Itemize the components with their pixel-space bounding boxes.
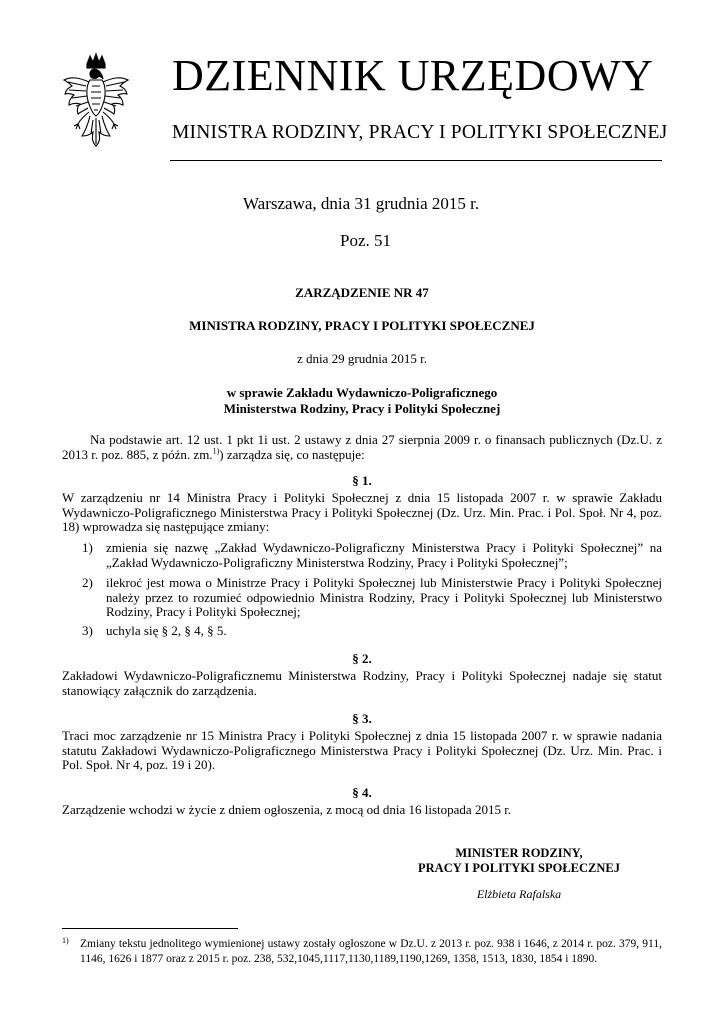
- section-4-text: Zarządzenie wchodzi w życie z dniem ogłoszenia, z mocą od dnia 16 listopada 2015 r.: [62, 802, 512, 817]
- preamble-text-end: ) zarządza się, co następuje:: [219, 446, 365, 462]
- act-issuer: MINISTRA RODZINY, PRACY I POLITYKI SPOŁECZNEJ: [189, 318, 535, 333]
- preamble: [62, 433, 662, 462]
- footnote-text: Zmiany tekstu jednolitego wymienionej ustawy zostały ogłoszone w Dz.U. z 2013 r. poz. 938 i 1646, z 2014 r. poz. 379, 911, 1146, 1626 i 1877 oraz z 2015 r. poz. 238, 532,1045,1117,1130,1189,1190,1269, 1358, 1513, 1830, 1854 i 1890.: [80, 938, 662, 965]
- footnote-rule: [62, 928, 238, 929]
- journal-title: DZIENNIK URZĘDOWY: [172, 51, 654, 100]
- polish-eagle-emblem-icon: [60, 52, 132, 160]
- act-subject-line-1: w sprawie Zakładu Wydawniczo-Poligraficznego: [226, 385, 498, 400]
- place-date: Warszawa, dnia 31 grudnia 2015 r.: [243, 194, 480, 213]
- section-heading-2: § 2.: [352, 651, 372, 666]
- journal-subtitle: MINISTRA RODZINY, PRACY I POLITYKI SPOŁECZNEJ: [172, 122, 668, 143]
- footnote-reference: 1): [212, 446, 220, 456]
- section-1-intro: W zarządzeniu nr 14 Ministra Pracy i Polityki Społecznej z dnia 15 listopada 2007 r. w sprawie Zakładu Wydawniczo-Poligraficznego Ministerstwa Pracy i Polityki Społecznej (Dz. Urz. Min. Prac. i Pol. Społ. Nr 4, poz. 18) wprowadza się następujące zmiany:: [62, 490, 662, 534]
- section-heading-1: § 1.: [352, 473, 372, 488]
- section-heading-3: § 3.: [352, 711, 372, 726]
- act-subject-line-2: Ministerstwa Rodziny, Pracy i Polityki Społecznej: [223, 401, 501, 416]
- list-item-number: 3): [82, 623, 93, 638]
- section-2-text: Zakładowi Wydawniczo-Poligraficznemu Ministerstwa Rodziny, Pracy i Polityki Społecznej nadaje się statut stanowiący załącznik do zarządzenia.: [62, 668, 662, 698]
- list-item-number: 1): [82, 540, 93, 555]
- list-item-number: 2): [82, 575, 93, 590]
- section-heading-4: § 4.: [352, 785, 372, 800]
- signature-title-line-1: MINISTER RODZINY,: [455, 846, 583, 860]
- list-item-text: uchyla się § 2, § 4, § 5.: [106, 623, 227, 638]
- footnote-mark: 1): [62, 936, 69, 945]
- act-date: z dnia 29 grudnia 2015 r.: [297, 351, 427, 366]
- header-rule: [170, 160, 662, 161]
- position-number: Poz. 51: [340, 231, 391, 250]
- list-item-text: zmienia się nazwę „Zakład Wydawniczo-Poligraficzny Ministerstwa Pracy i Polityki Społecznej” na „Zakład Wydawniczo-Poligraficzny Ministerstwa Rodziny, Pracy i Polityki Społecznej”;: [106, 540, 662, 570]
- section-3-text: Traci moc zarządzenie nr 15 Ministra Pracy i Polityki Społecznej z dnia 15 listopada 2007 r. w sprawie nadania statutu Zakładowi Wydawniczo-Poligraficznego Ministerstwa Pracy i Polityki Społecznej (Dz. Urz. Min. Prac. i Pol. Społ. Nr 4, poz. 19 i 20).: [62, 728, 662, 772]
- signatory-name: Elżbieta Rafalska: [476, 887, 562, 901]
- signature-title-line-2: PRACY I POLITYKI SPOŁECZNEJ: [418, 861, 620, 875]
- preamble-text: Na podstawie art. 12 ust. 1 pkt 1i ust. 2 ustawy z dnia 27 sierpnia 2009 r. o finansach publicznych (Dz.U. z 2013 r. poz. 885, z późn. zm.: [62, 432, 662, 462]
- act-title: ZARZĄDZENIE NR 47: [295, 285, 429, 300]
- list-item-text: ilekroć jest mowa o Ministrze Pracy i Polityki Społecznej lub Ministerstwie Pracy i Polityki Społecznej należy przez to rozumieć odpowiednio Ministra Rodziny, Pracy i Polityki Społecznej lub Ministerstwo Rodziny, Pracy i Polityki Społecznej;: [106, 575, 662, 619]
